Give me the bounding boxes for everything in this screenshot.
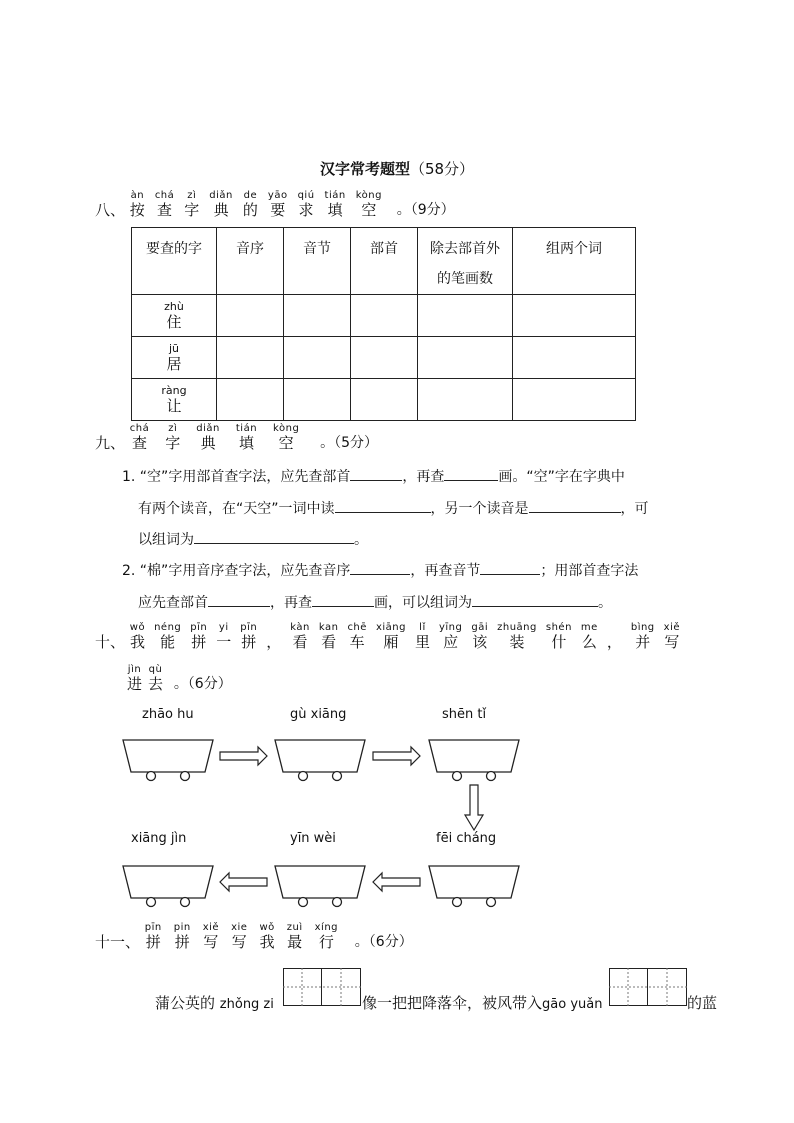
pinyin-char: chá 查 [129, 423, 150, 452]
pinyin-char: diǎn 典 [196, 423, 220, 452]
header-syllable: 音节 [284, 228, 351, 295]
pinyin-char: kòng 空 [355, 190, 382, 219]
q9-item2-line2: 应先查部首 ，再查 画，可以组词为 。 [138, 592, 612, 612]
char-cell-ju: jū 居 [132, 337, 217, 379]
header-char: 要查的字 [132, 228, 217, 295]
pinyin-char: wǒ 我 [259, 922, 275, 951]
pinyin-char: kan 看 [318, 622, 339, 651]
pinyin-char: de 的 [242, 190, 258, 219]
q8-number: 八、 [95, 201, 126, 219]
pinyin-char: chá 查 [154, 190, 175, 219]
arrow-left-icon [373, 873, 420, 891]
q11-number: 十一、 [95, 933, 141, 951]
pinyin-char: zì 字 [184, 190, 200, 219]
header-words: 组两个词 [513, 228, 636, 295]
arrow-down-icon [465, 785, 483, 830]
pinyin-char: néng 能 [154, 622, 182, 651]
pinyin-char: wǒ 我 [129, 622, 146, 651]
train-label-3: shēn tǐ [442, 707, 487, 722]
pinyin-char: zuì 最 [286, 922, 303, 951]
pinyin-char: pīn 拼 [240, 622, 258, 651]
pinyin-char: ， [606, 633, 622, 651]
pinyin-char: qù 去 [148, 664, 164, 693]
pinyin-char: diǎn 典 [209, 190, 233, 219]
arrow-right-icon [220, 747, 267, 765]
q9-tail: 。（5分） [320, 435, 378, 451]
pinyin-char: xiāng 厢 [375, 622, 406, 651]
writing-grid-1[interactable] [283, 968, 361, 1008]
q11-tail: 。（6分） [354, 934, 413, 950]
train-label-6: fēi cháng [436, 831, 497, 846]
train-label-1: zhāo hu [142, 707, 194, 722]
pinyin-char: pīn 拼 [190, 622, 208, 651]
header-radical: 部首 [351, 228, 418, 295]
char-cell-zhu: zhù 住 [132, 295, 217, 337]
train-car-3[interactable] [429, 740, 519, 781]
pinyin-char: qiú 求 [297, 190, 315, 219]
pinyin-char: xie 写 [231, 922, 248, 951]
train-car-2[interactable] [275, 740, 365, 781]
train-car-6[interactable] [429, 866, 519, 907]
train-car-5[interactable] [275, 866, 365, 907]
q9-number: 九、 [95, 434, 126, 452]
pinyin-char: àn 按 [129, 190, 145, 219]
title-score: （58分） [409, 160, 475, 178]
q10-tail: 。（6分） [173, 676, 232, 692]
pinyin-char: lǐ 里 [414, 622, 430, 651]
train-label-2: gù xiāng [290, 707, 347, 722]
pinyin-char: yi 一 [216, 622, 232, 651]
pinyin-char: kòng 空 [273, 423, 300, 452]
pinyin-char: jìn 进 [127, 664, 143, 693]
pinyin-char: me 么 [580, 622, 598, 651]
pinyin-char: ， [266, 633, 282, 651]
pinyin-char: tián 填 [235, 423, 258, 452]
title-main: 汉字常考题型 [319, 160, 410, 178]
pinyin-char: chē 车 [347, 622, 367, 651]
pinyin-char: pin 拼 [173, 922, 191, 951]
q11-sentence: 蒲公英的 zhǒng zi [155, 994, 274, 1012]
q11-sentence-end: 的蓝 [687, 994, 718, 1012]
train-label-5: yīn wèi [290, 831, 336, 846]
pinyin-char: xiě 写 [663, 622, 681, 651]
q11-heading [95, 922, 413, 951]
q11-sentence-mid: 像一把把降落伞，被风带入gāo yuǎn [362, 994, 603, 1012]
char-cell-rang: ràng 让 [132, 379, 217, 421]
train-car-4[interactable] [123, 866, 213, 907]
q9-item1-line2: 有两个读音，在“天空”一词中读 ，另一个读音是 ，可 [138, 498, 649, 518]
q8-tail: 。（9分） [396, 202, 455, 218]
pinyin-char: zì 字 [165, 423, 181, 452]
header-strokes: 除去部首外 的笔画数 [418, 228, 513, 295]
pinyin-char: xíng 行 [314, 922, 339, 951]
train-car-1[interactable] [123, 740, 213, 781]
q11-words [144, 922, 350, 951]
pinyin-char: yīng 应 [438, 622, 463, 651]
header-letter: 音序 [217, 228, 284, 295]
arrow-left-icon [220, 873, 267, 891]
q9-item1-line1: 1. “空”字用部首查字法，应先查部首 ，再查 画。“空”字在字典中 [122, 466, 625, 486]
q9-item2-line1: 2. “棉”字用音序查字法，应先查音序 ，再查音节 ；用部首查字法 [122, 560, 638, 580]
pinyin-char: shén 什 [545, 622, 572, 651]
train-label-4: xiāng jìn [131, 831, 187, 846]
writing-grid-2[interactable] [609, 968, 687, 1008]
q10-number: 十、 [95, 633, 126, 651]
pinyin-char: zhuāng 装 [497, 622, 537, 651]
pinyin-char: pīn 拼 [144, 922, 162, 951]
pinyin-char: yāo 要 [267, 190, 288, 219]
pinyin-char: gāi 该 [471, 622, 489, 651]
pinyin-char: tián 填 [324, 190, 346, 219]
arrow-right-icon [373, 747, 420, 765]
pinyin-char: xiě 写 [202, 922, 220, 951]
q9-item1-line3: 以组词为 。 [138, 529, 368, 549]
pinyin-char: bìng 并 [630, 622, 655, 651]
pinyin-char: kàn 看 [290, 622, 310, 651]
